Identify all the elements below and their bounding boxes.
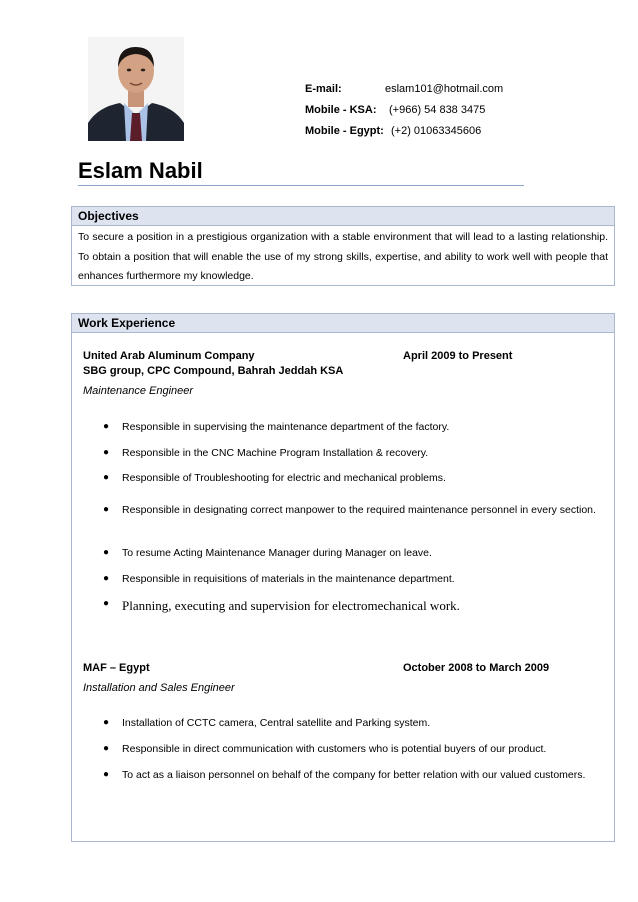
list-item: ● Installation of CCTC camera, Central satellite and Parking system. bbox=[103, 717, 431, 729]
job-role: Maintenance Engineer bbox=[83, 385, 194, 397]
contact-info bbox=[305, 79, 503, 142]
job-group: SBG group, CPC Compound, Bahrah Jeddah KSA bbox=[83, 365, 344, 377]
list-item: ● Responsible in supervising the maintenance department of the factory. bbox=[103, 421, 450, 433]
objectives-section bbox=[71, 206, 615, 286]
list-item: ● Responsible in direct communication with customers who is potential buyers of our product. bbox=[103, 743, 547, 755]
list-item: ● Responsible in designating correct manpower to the required maintenance personnel in every section. bbox=[97, 498, 604, 548]
objectives-heading: Objectives bbox=[72, 207, 614, 226]
job-duties-list bbox=[97, 717, 604, 795]
mobile-egypt-value: (+2) 01063345606 bbox=[391, 125, 482, 137]
profile-photo bbox=[88, 37, 184, 141]
job-company: United Arab Aluminum Company bbox=[83, 350, 255, 362]
bullet-icon: ● bbox=[103, 472, 110, 483]
mobile-egypt-row bbox=[305, 121, 503, 142]
bullet-icon: ● bbox=[103, 598, 110, 609]
bullet-icon: ● bbox=[103, 769, 110, 780]
bullet-icon: ● bbox=[103, 421, 110, 432]
job-role: Installation and Sales Engineer bbox=[83, 682, 235, 694]
job-company: MAF – Egypt bbox=[83, 662, 150, 674]
bullet-icon: ● bbox=[103, 717, 110, 728]
list-item: ● To resume Acting Maintenance Manager during Manager on leave. bbox=[103, 547, 432, 559]
job-dates: April 2009 to Present bbox=[403, 350, 513, 362]
email-value: eslam101@hotmail.com bbox=[385, 83, 504, 95]
work-experience-heading: Work Experience bbox=[72, 314, 614, 333]
list-item: ● Planning, executing and supervision for electromechanical work. bbox=[103, 598, 460, 613]
list-item: ● Responsible in the CNC Machine Program Installation & recovery. bbox=[103, 446, 429, 459]
list-item: ● To act as a liaison personnel on behalf of the company for better relation with our valued customers. bbox=[103, 769, 586, 781]
bullet-icon: ● bbox=[103, 743, 110, 754]
mobile-egypt-label: Mobile - Egypt: bbox=[305, 125, 384, 137]
bullet-icon: ● bbox=[103, 503, 110, 515]
job-dates: October 2008 to March 2009 bbox=[403, 662, 550, 674]
list-item: ● Responsible of Troubleshooting for electric and mechanical problems. bbox=[103, 472, 446, 484]
email-row bbox=[305, 79, 503, 100]
portrait-illustration bbox=[88, 37, 184, 141]
email-label: E-mail: bbox=[305, 83, 342, 95]
objectives-text: To secure a position in a prestigious organization with a stable environment that will lead to a lasting relationship. To obtain a position that will enable the use of my strong skills, expertise, and ability to work well with people that enhances furthermore my knowledge. bbox=[78, 231, 608, 282]
bullet-icon: ● bbox=[103, 572, 110, 584]
work-experience-section bbox=[71, 313, 615, 842]
mobile-ksa-label: Mobile - KSA: bbox=[305, 104, 377, 116]
bullet-icon: ● bbox=[103, 446, 110, 458]
bullet-icon: ● bbox=[103, 547, 110, 558]
candidate-name: Eslam Nabil bbox=[78, 157, 524, 186]
job-duties-list bbox=[97, 421, 604, 624]
mobile-ksa-row bbox=[305, 100, 503, 121]
mobile-ksa-value: (+966) 54 838 3475 bbox=[389, 104, 486, 116]
list-item: ● Responsible in requisitions of materials in the maintenance department. bbox=[103, 572, 455, 585]
